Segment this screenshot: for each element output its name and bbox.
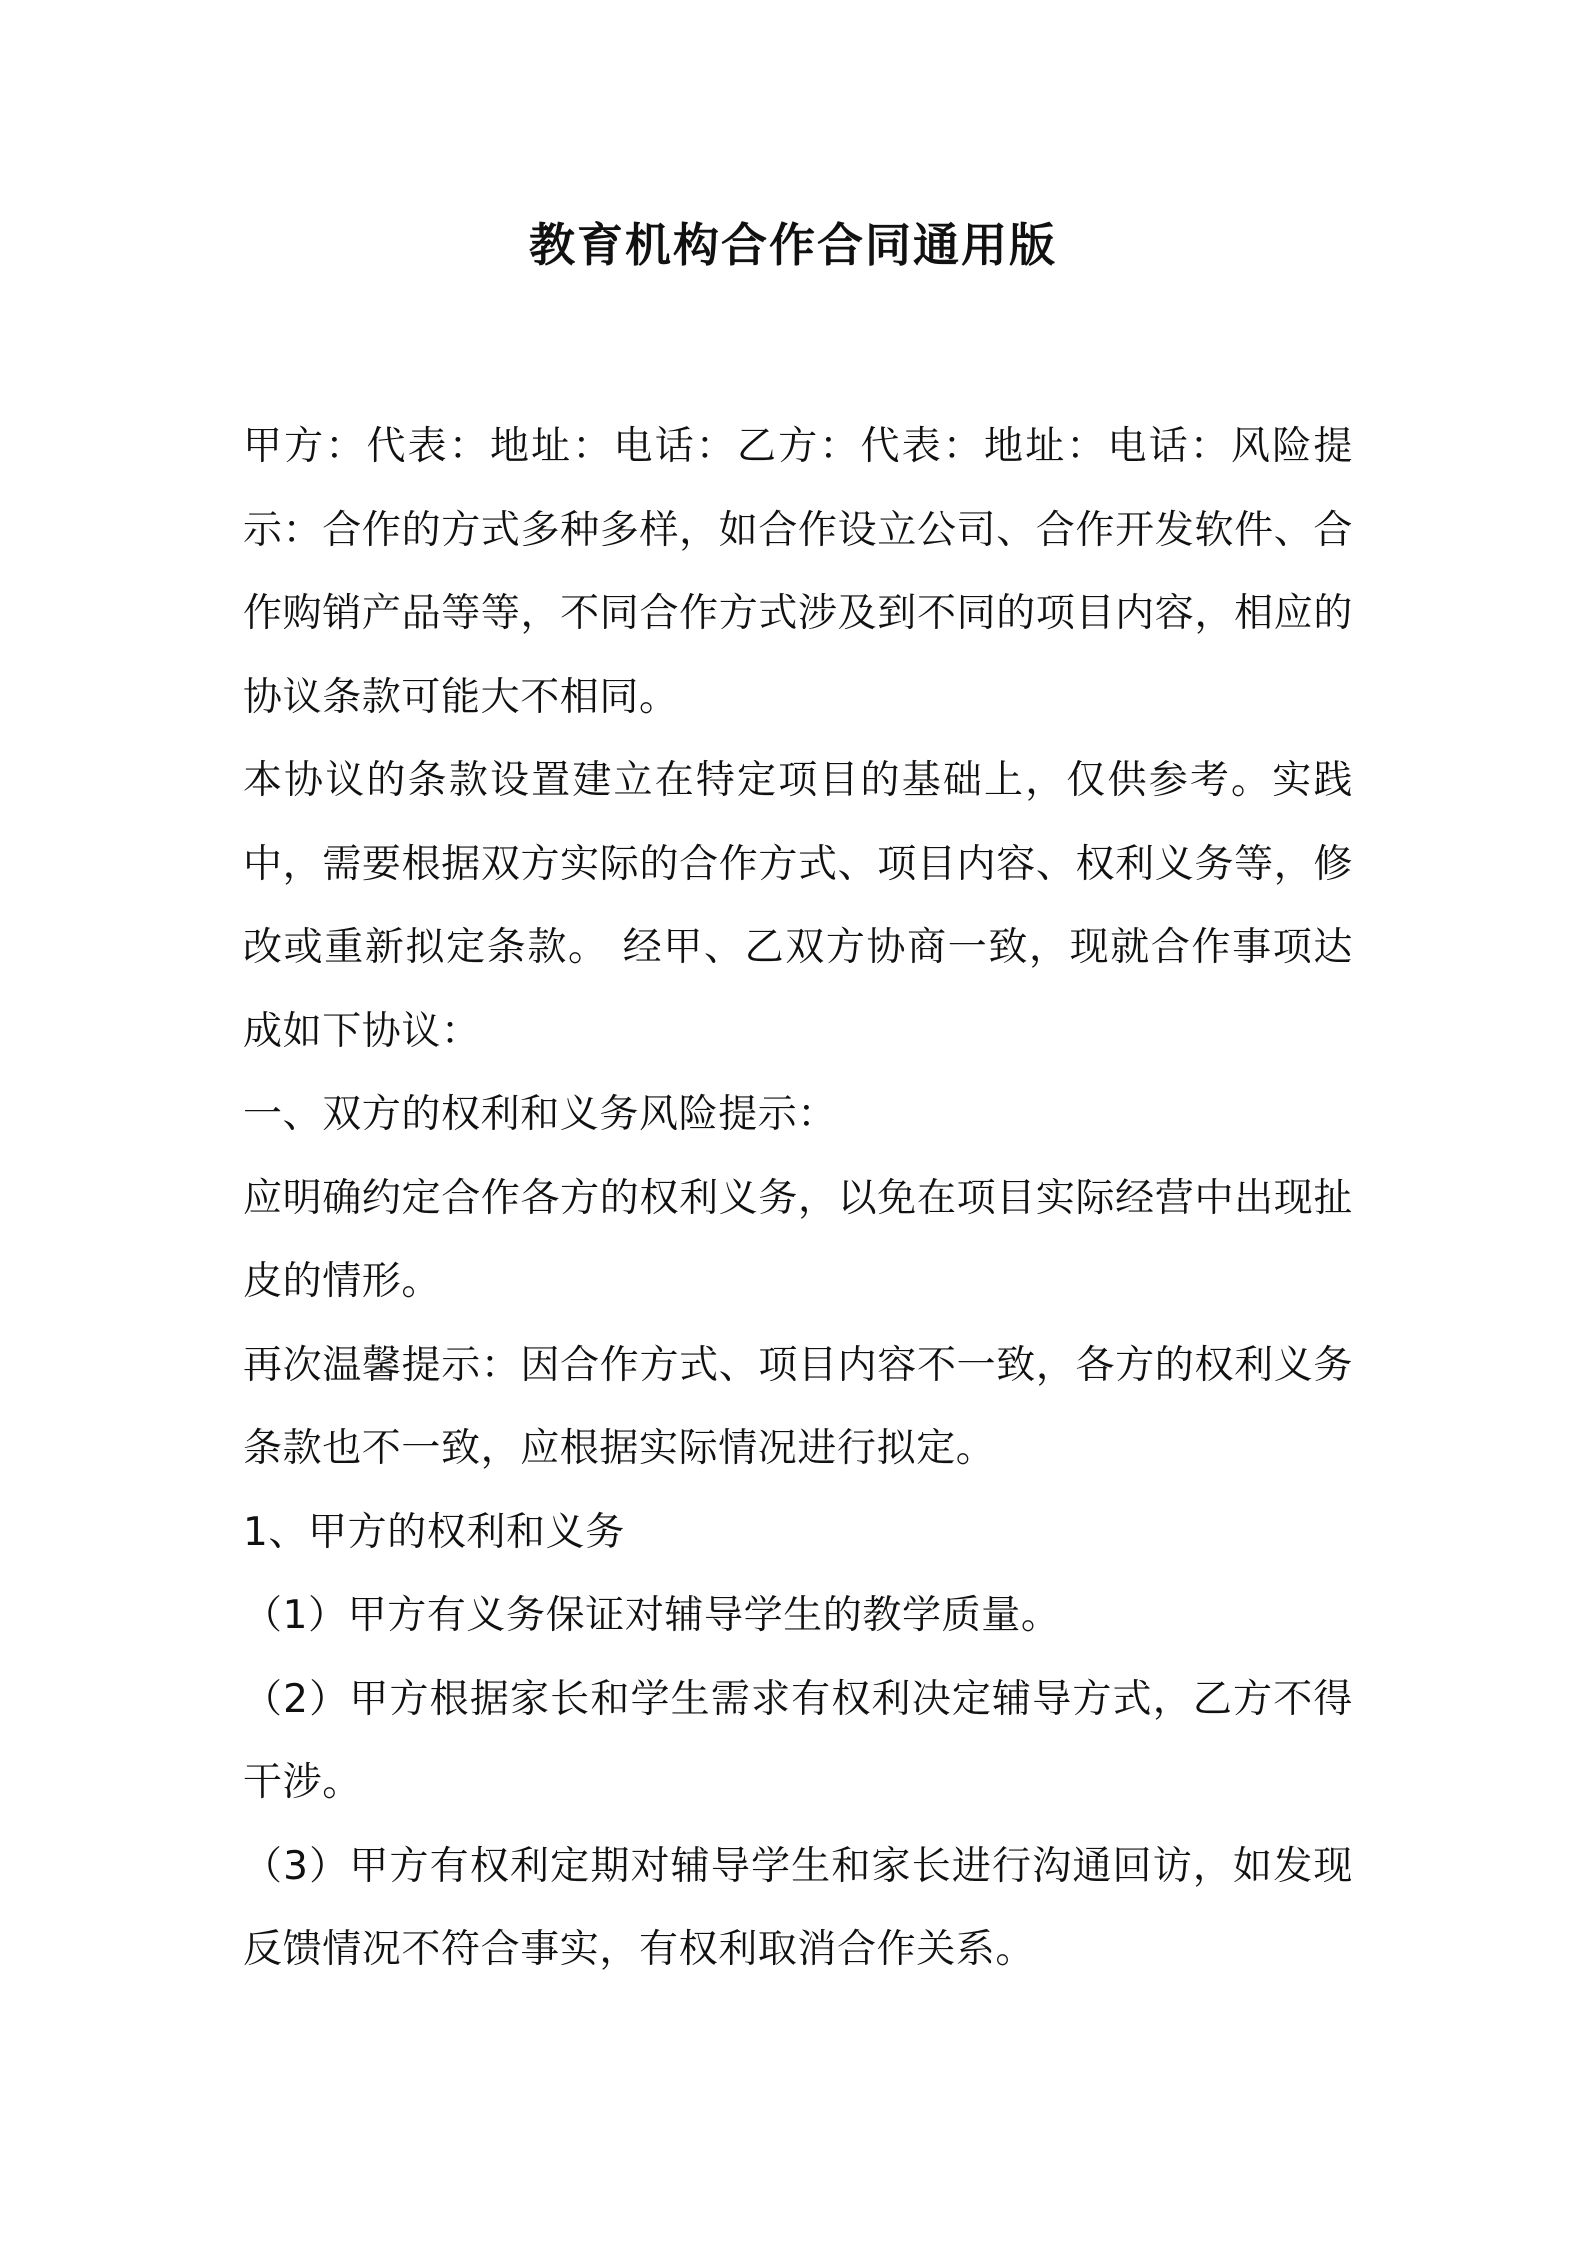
section-heading-rights-obligations: 一、双方的权利和义务风险提示： — [243, 1092, 838, 1137]
paragraph-parties-intro: 甲方：代表：地址：电话：乙方：代表：地址：电话：风险提示：合作的方式多种多样，如合作设立公司、合作开发软件、合作购销产品等等，不同合作方式涉及到不同的项目内容，相应的协议条款可能大不相同。 — [243, 424, 1353, 720]
paragraph-reminder: 再次温馨提示：因合作方式、项目内容不一致，各方的权利义务条款也不一致，应根据实际情况进行拟定。 — [243, 1342, 1353, 1471]
document-title: 教育机构合作合同通用版 — [529, 218, 1057, 272]
paragraph-agreement-basis: 本协议的条款设置建立在特定项目的基础上，仅供参考。实践中，需要根据双方实际的合作方式、项目内容、权利义务等，修改或重新拟定条款。 经甲、乙双方协商一致，现就合作事项达成如下协议： — [243, 758, 1353, 1054]
subsection-heading-party-a: 1、甲方的权利和义务 — [243, 1509, 625, 1555]
clause-item-2: （2）甲方根据家长和学生需求有权利决定辅导方式，乙方不得干涉。 — [243, 1676, 1353, 1805]
document-body — [243, 405, 1353, 1992]
paragraph-rights-notice: 应明确约定合作各方的权利义务，以免在项目实际经营中出现扯皮的情形。 — [243, 1175, 1353, 1304]
clause-item-3: （3）甲方有权利定期对辅导学生和家长进行沟通回访，如发现反馈情况不符合事实，有权利取消合作关系。 — [243, 1843, 1353, 1972]
clause-item-1: （1）甲方有义务保证对辅导学生的教学质量。 — [243, 1593, 1061, 1638]
